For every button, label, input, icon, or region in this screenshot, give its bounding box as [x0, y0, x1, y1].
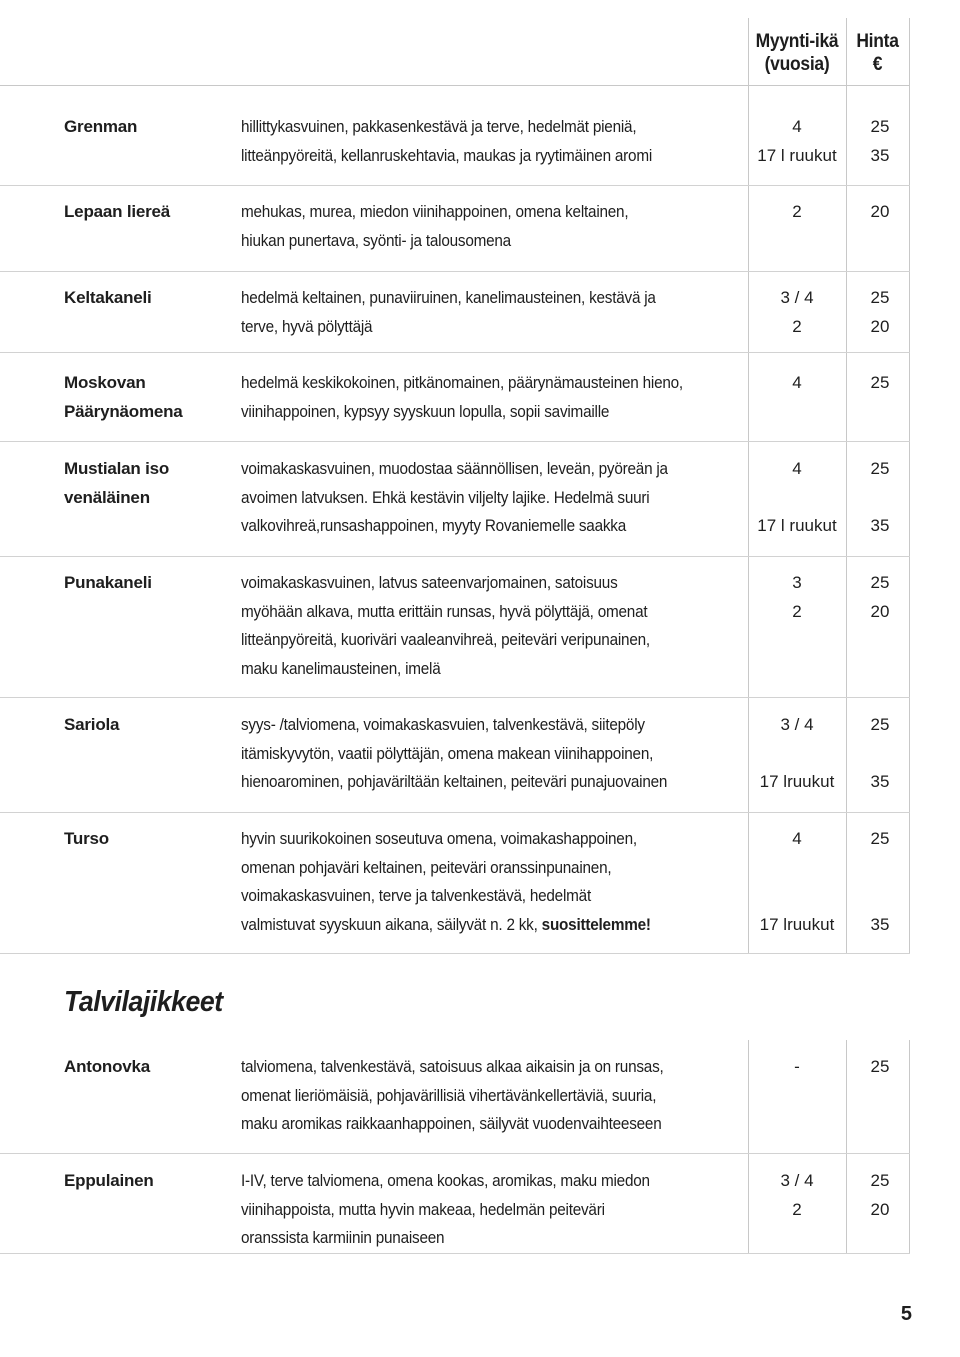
- sale-age-value: 2: [792, 601, 802, 621]
- sale-age-value: 17 l ruukut: [757, 516, 837, 535]
- price-value: [846, 854, 914, 883]
- description-text: I-IV, terve talviomena, omena kookas, aromikas, maku miedon: [241, 1171, 650, 1190]
- description-line: [241, 227, 696, 256]
- sale-age-value: 3: [792, 573, 802, 592]
- description-text: hiukan punertava, syönti- ja talousomena: [241, 230, 511, 250]
- variety-description: [241, 825, 746, 939]
- description-line: [241, 1224, 696, 1253]
- row-divider: [0, 556, 910, 557]
- description-line: [241, 1053, 696, 1082]
- description-text: maku aromikas raikkaanhappoinen, säilyvät vuodenvaihteeseen: [241, 1114, 662, 1133]
- price-value: 25: [870, 1171, 890, 1190]
- sale-age-cell: [748, 569, 846, 626]
- sale-age-cell: [748, 113, 846, 170]
- description-line: [241, 1110, 696, 1139]
- price-value: 35: [870, 516, 890, 535]
- sale-age-cell: [748, 455, 846, 541]
- description-text: syys- /talviomena, voimakaskasvuien, talvenkestävä, siitepöly: [241, 715, 645, 734]
- description-text: myöhään alkava, mutta erittäin runsas, hyvä pölyttäjä, omenat: [241, 601, 648, 621]
- sale-age-value: 2: [792, 202, 802, 221]
- variety-description: [241, 569, 746, 683]
- description-line: [241, 512, 696, 541]
- price-value: 20: [870, 202, 890, 221]
- variety-name: Eppulainen: [64, 1171, 154, 1190]
- variety-name: Moskovan Päärynäomena: [64, 373, 183, 421]
- description-line: [241, 1082, 696, 1111]
- description-line: [241, 398, 696, 427]
- variety-name: Mustialan iso venäläinen: [64, 459, 170, 507]
- description-text: hedelmä keltainen, punaviiruinen, kanelimausteinen, kestävä ja: [241, 288, 656, 307]
- price-value: 35: [870, 914, 890, 934]
- header-rule: [0, 85, 910, 86]
- row-divider: [0, 1253, 910, 1254]
- description-text: hienoarominen, pohjaväriltään keltainen, peiteväri punajuovainen: [241, 772, 668, 791]
- description-text: valkovihreä,runsashappoinen, myyty Rovaniemelle saakka: [241, 516, 627, 535]
- description-text: viinihappoinen, kypsyy syyskuun lopulla, sopii savimaille: [241, 401, 610, 421]
- price-value: 25: [870, 829, 890, 848]
- page-number: 5: [900, 1303, 912, 1325]
- age-header-line1: Myynti-ikä: [755, 31, 839, 52]
- description-text: avoimen latvuksen. Ehkä kestävin viljelty lajike. Hedelmä suuri: [241, 487, 650, 507]
- description-text: itämiskyvytön, vaatii pölyttäjän, omena makean viinihappoinen,: [241, 743, 654, 763]
- age-column-header: [752, 30, 842, 76]
- description-text: hyvin suurikokoinen soseutuva omena, voimakashappoinen,: [241, 829, 637, 848]
- variety-name: Punakaneli: [64, 573, 152, 592]
- sale-age-value: 17 lruukut: [759, 772, 835, 791]
- age-header-line2: (vuosia): [764, 54, 830, 75]
- description-line: [241, 740, 696, 769]
- row-divider: [0, 352, 910, 353]
- row-divider: [0, 1153, 910, 1154]
- price-cell: [846, 284, 914, 341]
- row-divider: [0, 812, 910, 813]
- description-text: viinihappoista, mutta hyvin makeaa, hedelmän peiteväri: [241, 1199, 605, 1219]
- sale-age-value: 4: [792, 117, 802, 136]
- description-line: [241, 313, 696, 342]
- description-line: [241, 882, 696, 911]
- sale-age-value: 4: [792, 459, 802, 478]
- price-value: 20: [870, 316, 890, 336]
- description-line: [241, 626, 696, 655]
- price-cell: [846, 1053, 914, 1082]
- description-line: [241, 1196, 696, 1225]
- description-line: [241, 598, 696, 627]
- sale-age-value: -: [794, 1057, 800, 1076]
- row-divider: [0, 953, 910, 954]
- price-header-title: Hinta: [856, 31, 899, 52]
- variety-description: [241, 198, 746, 255]
- description-text: litteänpyöreitä, kellanruskehtavia, maukas ja ryytimäinen aromi: [241, 145, 653, 165]
- sale-age-value: 4: [792, 829, 802, 848]
- variety-name: Antonovka: [64, 1057, 151, 1076]
- description-line: [241, 825, 696, 854]
- description-line: [241, 369, 696, 398]
- sale-age-cell: [748, 825, 846, 939]
- price-value: 25: [870, 1057, 890, 1076]
- description-line: [241, 142, 696, 171]
- price-value: 20: [870, 1199, 890, 1219]
- row-divider: [0, 697, 910, 698]
- sale-age-cell: [748, 1167, 846, 1224]
- description-line: [241, 455, 696, 484]
- sale-age-value: 17 lruukut: [759, 914, 835, 934]
- description-text: maku kanelimausteinen, imelä: [241, 658, 441, 678]
- description-line: [241, 113, 696, 142]
- variety-description: [241, 284, 746, 341]
- price-column-header: [849, 30, 907, 76]
- description-text: voimakaskasvuinen, muodostaa säännöllisen, leveän, pyöreän ja: [241, 459, 668, 478]
- sale-age-value: [748, 854, 846, 883]
- sale-age-value: 2: [792, 1199, 802, 1219]
- sale-age-value: 3 / 4: [780, 715, 814, 734]
- row-divider: [0, 271, 910, 272]
- description-line: [241, 484, 696, 513]
- sale-age-cell: [748, 198, 846, 227]
- description-text: omenan pohjaväri keltainen, peiteväri oranssinpunainen,: [241, 857, 612, 877]
- sale-age-cell: [748, 284, 846, 341]
- price-value: 25: [870, 288, 890, 307]
- row-divider: [0, 441, 910, 442]
- price-cell: [846, 711, 914, 797]
- sale-age-value: [748, 740, 846, 769]
- description-text: litteänpyöreitä, kuoriväri vaaleanvihreä, peiteväri veripunainen,: [241, 630, 650, 649]
- description-line: [241, 1167, 696, 1196]
- variety-description: [241, 113, 746, 170]
- row-divider: [0, 185, 910, 186]
- description-text: talviomena, talvenkestävä, satoisuus alkaa aikaisin ja on runsas,: [241, 1057, 664, 1076]
- description-text: voimakaskasvuinen, latvus sateenvarjomainen, satoisuus: [241, 573, 618, 592]
- variety-name: Lepaan liereä: [64, 202, 171, 221]
- description-line: [241, 284, 696, 313]
- description-line: [241, 569, 696, 598]
- price-value: [846, 740, 914, 769]
- description-text: valmistuvat syyskuun aikana, säilyvät n. 2 kk,: [241, 914, 542, 934]
- description-text: terve, hyvä pölyttäjä: [241, 316, 373, 336]
- sale-age-value: 4: [792, 373, 802, 392]
- price-value: 35: [870, 772, 890, 791]
- section-title: Talvilajikkeet: [64, 986, 223, 1018]
- price-cell: [846, 455, 914, 541]
- price-value: [846, 882, 914, 911]
- description-line: [241, 854, 696, 883]
- description-line: [241, 768, 696, 797]
- price-value: 35: [870, 145, 890, 165]
- description-text: hedelmä keskikokoinen, pitkänomainen, päärynämausteinen hieno,: [241, 373, 683, 392]
- description-text: oranssista karmiinin punaiseen: [241, 1228, 445, 1247]
- price-cell: [846, 369, 914, 398]
- price-value: [846, 484, 914, 513]
- price-header-unit: €: [872, 54, 883, 75]
- description-text: mehukas, murea, miedon viinihappoinen, omena keltainen,: [241, 202, 629, 221]
- variety-description: [241, 1053, 746, 1139]
- price-value: 25: [870, 373, 890, 392]
- price-cell: [846, 1167, 914, 1224]
- description-line: [241, 198, 696, 227]
- variety-description: [241, 455, 746, 541]
- description-line: [241, 911, 696, 940]
- description-text: omenat lieriömäisiä, pohjavärillisiä vihertävänkellertäviä, suuria,: [241, 1085, 657, 1105]
- description-line: [241, 711, 696, 740]
- price-cell: [846, 198, 914, 227]
- variety-name: Keltakaneli: [64, 288, 152, 307]
- variety-description: [241, 1167, 746, 1253]
- price-cell: [846, 825, 914, 939]
- description-text: voimakaskasvuinen, terve ja talvenkestävä, hedelmät: [241, 886, 591, 905]
- price-value: 25: [870, 573, 890, 592]
- sale-age-cell: [748, 711, 846, 797]
- sale-age-value: 3 / 4: [780, 288, 814, 307]
- sale-age-cell: [748, 369, 846, 398]
- variety-name: Grenman: [64, 117, 138, 136]
- sale-age-cell: [748, 1053, 846, 1082]
- sale-age-value: 17 l ruukut: [757, 145, 837, 165]
- price-cell: [846, 569, 914, 626]
- price-value: 25: [870, 117, 890, 136]
- price-value: 25: [870, 459, 890, 478]
- description-text: hillittykasvuinen, pakkasenkestävä ja terve, hedelmät pieniä,: [241, 117, 637, 136]
- sale-age-value: [748, 882, 846, 911]
- price-value: 20: [870, 601, 890, 621]
- variety-name: Sariola: [64, 715, 120, 734]
- recommendation-emphasis: suosittelemme!: [541, 914, 651, 934]
- price-cell: [846, 113, 914, 170]
- variety-description: [241, 369, 746, 426]
- variety-description: [241, 711, 746, 797]
- sale-age-value: [748, 484, 846, 513]
- sale-age-value: 2: [792, 316, 802, 336]
- variety-name: Turso: [64, 829, 109, 848]
- description-line: [241, 655, 696, 684]
- sale-age-value: 3 / 4: [780, 1171, 814, 1190]
- price-value: 25: [870, 715, 890, 734]
